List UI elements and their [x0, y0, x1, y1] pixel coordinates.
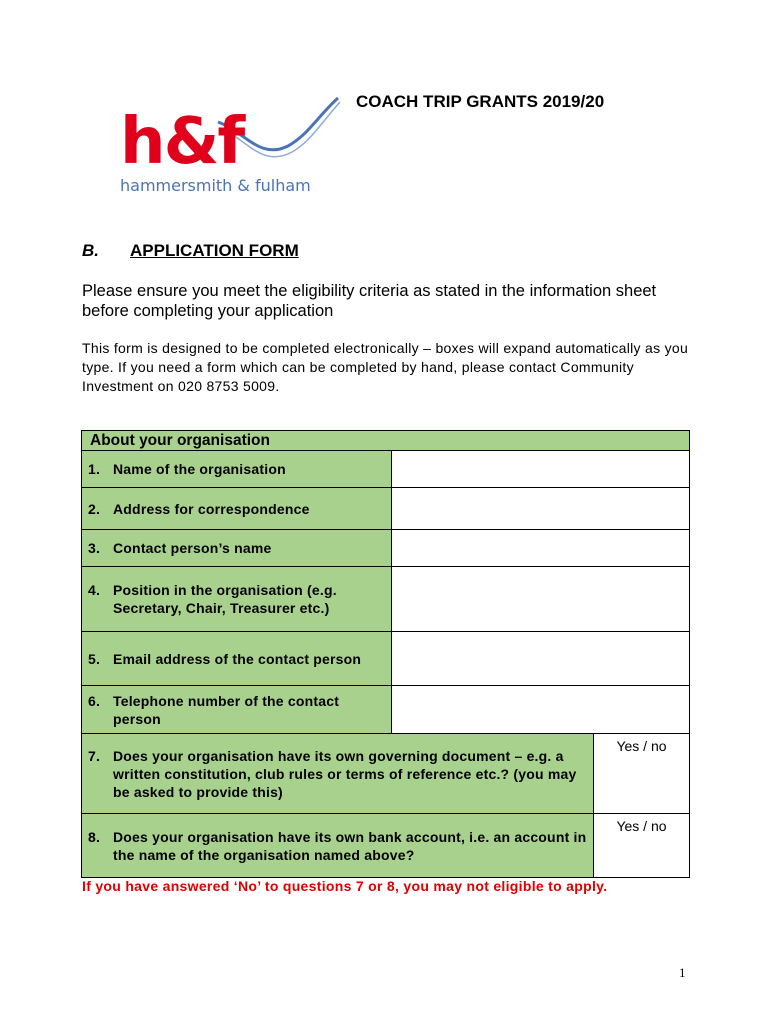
question-number: 5.: [88, 650, 101, 667]
question-label: [82, 734, 594, 814]
question-label: [82, 451, 392, 488]
question-label: [82, 814, 594, 878]
question-text: Name of the organisation: [113, 461, 286, 477]
section-name: APPLICATION FORM: [130, 241, 299, 260]
question-label: [82, 567, 392, 632]
logo-subtitle: hammersmith & fulham: [120, 176, 311, 195]
question-label: [82, 686, 392, 734]
question-label: [82, 488, 392, 530]
electronic-note: This form is designed to be completed electronically – boxes will expand automatically as you type. If you need a form which can be completed by hand, please contact Community Investment on 020 8753 5009.: [82, 340, 689, 394]
question-number: 2.: [88, 500, 101, 517]
question-number: 4.: [88, 582, 101, 598]
address-field[interactable]: [392, 488, 690, 530]
question-text: Does your organisation have its own governing document – e.g. a written constitution, club rules or terms of reference etc.? (you may be asked to provide this): [113, 747, 577, 800]
question-text: Address for correspondence: [113, 500, 310, 517]
bank-account-answer[interactable]: Yes / no: [594, 814, 690, 878]
section-heading: [82, 241, 299, 261]
form-header: About your organisation: [82, 431, 690, 451]
governing-document-answer[interactable]: Yes / no: [594, 734, 690, 814]
question-text: Position in the organisation (e.g. Secretary, Chair, Treasurer etc.): [113, 582, 337, 616]
question-number: 8.: [88, 828, 101, 845]
question-label: [82, 632, 392, 686]
question-number: 3.: [88, 540, 101, 556]
question-text: Email address of the contact person: [113, 650, 362, 667]
intro-text: Please ensure you meet the eligibility criteria as stated in the information sheet before completing your application: [82, 282, 657, 320]
contact-name-field[interactable]: [392, 530, 690, 567]
question-number: 7.: [88, 747, 101, 764]
organisation-name-field[interactable]: [392, 451, 690, 488]
question-text: Does your organisation have its own bank account, i.e. an account in the name of the organisation named above?: [113, 828, 587, 863]
question-label: [82, 530, 392, 567]
question-text: Contact person’s name: [113, 540, 272, 556]
logo-mark: h&f: [120, 105, 244, 179]
question-number: 6.: [88, 692, 101, 709]
telephone-field[interactable]: [392, 686, 690, 734]
question-text: Telephone number of the contact person: [113, 692, 340, 727]
question-number: 1.: [88, 461, 101, 477]
email-field[interactable]: [392, 632, 690, 686]
page-number: 1: [679, 965, 686, 980]
position-field[interactable]: [392, 567, 690, 632]
organisation-form: [81, 430, 690, 878]
document-title: COACH TRIP GRANTS 2019/20: [356, 92, 605, 111]
eligibility-warning: If you have answered ‘No’ to questions 7 or 8, you may not eligible to apply.: [82, 878, 608, 894]
logo: [110, 88, 350, 203]
section-letter: B.: [82, 241, 99, 260]
